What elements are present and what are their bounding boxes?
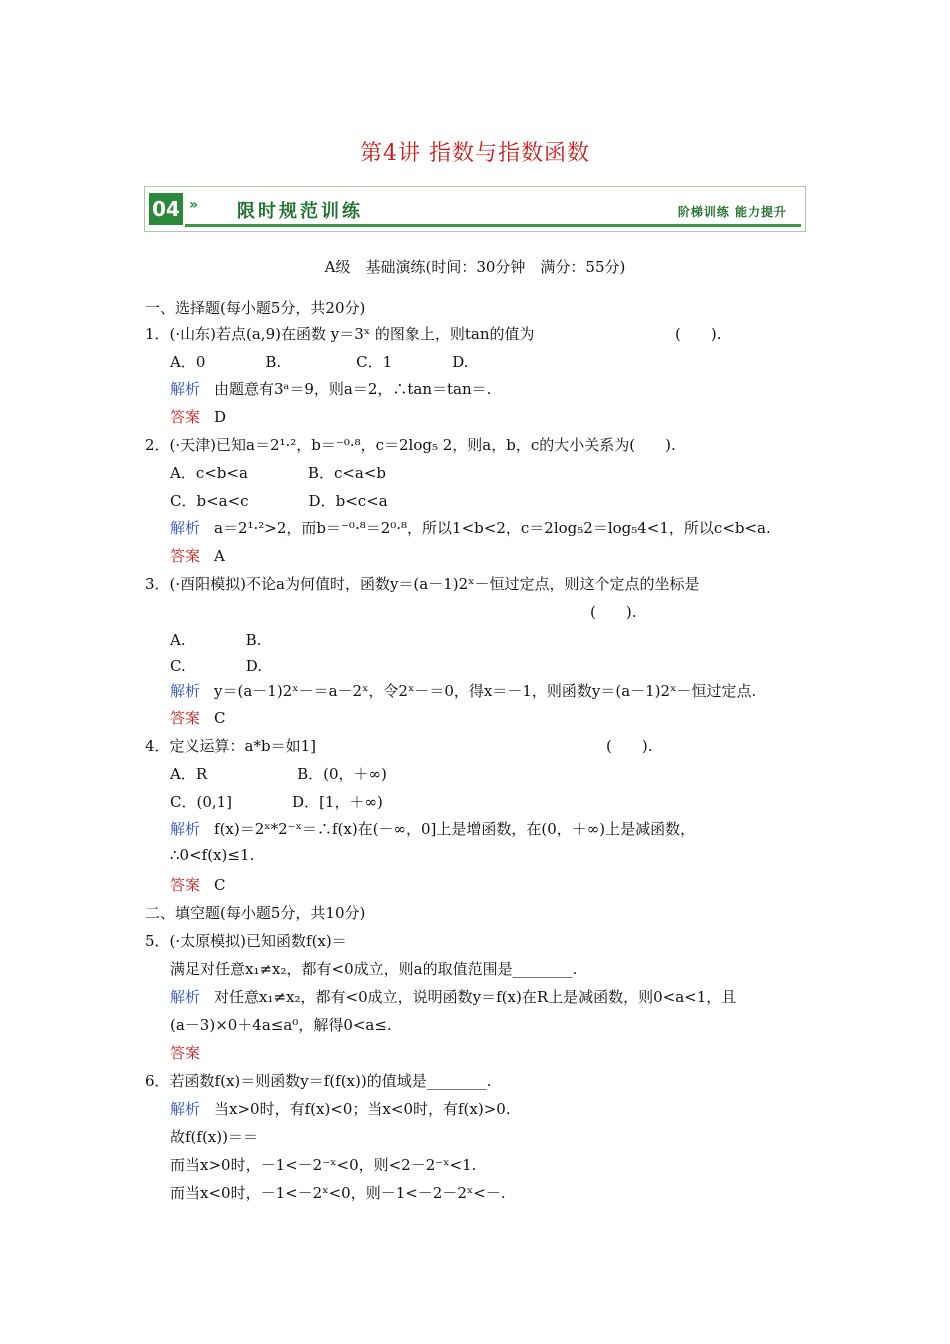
q4-solution-text: f(x)＝2ˣ*2⁻ˣ＝∴f(x)在(－∞，0]上是增函数，在(0，＋∞)上是减函数，: [214, 820, 696, 838]
banner-underline: [185, 224, 801, 227]
q2-stem: 2．(·天津)已知a＝2¹·²，b＝⁻⁰·⁸，c＝2log₅ 2，则a，b，c的大小关系为( ).: [145, 436, 676, 454]
q6-solution-line4: 而当x<0时，－1<－2ˣ<0，则－1<－2－2ˣ<－.: [170, 1184, 506, 1202]
section-choice-heading: 一、选择题(每小题5分，共20分): [145, 299, 366, 317]
banner-title: 限时规范训练: [237, 201, 363, 222]
solution-label: 解析: [170, 682, 201, 700]
answer-label: 答案: [170, 709, 201, 727]
q1-answer: [170, 406, 226, 427]
q6-solution-line2: 故f(f(x))＝＝: [170, 1128, 258, 1146]
q5-answer: [170, 1042, 214, 1063]
banner-subtitle: 阶梯训练 能力提升: [677, 205, 787, 219]
answer-label: 答案: [170, 408, 201, 426]
q4-stem: 4．定义运算：a*b＝如1]: [145, 737, 316, 755]
q2-answer-value: A: [214, 547, 225, 565]
q6-stem: 6．若函数f(x)＝则函数y＝f(f(x))的值域是________.: [145, 1072, 492, 1090]
q6-solution-line3: 而当x>0时，－1<－2⁻ˣ<0，则<2－2⁻ˣ<1.: [170, 1156, 477, 1174]
q5-solution-cont: (a－3)×0＋4a≤a⁰，解得0<a≤.: [170, 1016, 392, 1034]
q3-answer-value: C: [214, 709, 226, 727]
q4-answer-value: C: [214, 876, 226, 894]
q4-options-row2: C．(0,1] D．[1，＋∞): [170, 793, 383, 811]
q4-solution: [170, 818, 695, 839]
q4-solution-cont: ∴0<f(x)≤1.: [170, 846, 255, 864]
answer-label: 答案: [170, 547, 201, 565]
q1-options: A．0 B. C．1 D.: [170, 353, 469, 371]
q6-solution-text: 当x>0时，有f(x)<0；当x<0时，有f(x)>0.: [214, 1100, 511, 1118]
q1-stem: 1．(·山东)若点(a,9)在函数 y＝3ˣ 的图象上，则tan的值为: [145, 325, 535, 343]
q2-solution-text: a＝2¹·²>2，而b＝⁻⁰·⁸＝2⁰·⁸，所以1<b<2，c＝2log₅2＝log₅4<1，所以c<b<a.: [214, 519, 771, 537]
solution-label: 解析: [170, 988, 201, 1006]
q2-answer: [170, 545, 225, 566]
solution-label: 解析: [170, 380, 201, 398]
q3-answer: [170, 707, 226, 728]
q3-options-row2: C. D.: [170, 657, 262, 675]
q2-options-row1: A．c<b<a B．c<a<b: [170, 464, 387, 482]
q1-solution: [170, 378, 491, 399]
q4-options-row1: A．R B．(0，＋∞): [170, 765, 387, 783]
answer-label: 答案: [170, 1044, 201, 1062]
q3-solution: [170, 680, 756, 701]
q4-answer-paren: ( ).: [606, 737, 653, 755]
q3-options-row1: A. B.: [170, 631, 262, 649]
q6-solution: [170, 1098, 511, 1119]
q5-stem-cont: 满足对任意x₁≠x₂，都有<0成立，则a的取值范围是________.: [170, 960, 578, 978]
solution-label: 解析: [170, 1100, 201, 1118]
q5-stem: 5．(·太原模拟)已知函数f(x)＝: [145, 932, 347, 950]
q4-answer: [170, 874, 226, 895]
q3-stem: 3．(·酉阳模拟)不论a为何值时，函数y＝(a－1)2ˣ－恒过定点，则这个定点的坐标是: [145, 575, 700, 593]
section-banner: [144, 186, 806, 232]
page-title: 第4讲 指数与指数函数: [360, 141, 590, 166]
q3-solution-text: y＝(a－1)2ˣ－＝a－2ˣ，令2ˣ－＝0，得x＝－1，则函数y＝(a－1)2ˣ－恒过定点.: [214, 682, 757, 700]
answer-label: 答案: [170, 876, 201, 894]
banner-badge: 04: [149, 193, 183, 225]
q5-solution: [170, 986, 736, 1007]
q1-solution-text: 由题意有3ᵃ＝9，则a＝2，∴tan＝tan＝.: [214, 380, 492, 398]
solution-label: 解析: [170, 820, 201, 838]
section-fill-heading: 二、填空题(每小题5分，共10分): [145, 904, 366, 922]
q3-answer-paren: ( ).: [590, 603, 637, 621]
solution-label: 解析: [170, 519, 201, 537]
q1-answer-value: D: [214, 408, 227, 426]
double-arrow-icon: »: [189, 197, 199, 213]
q2-solution: [170, 517, 771, 538]
exam-header: A级 基础演练(时间：30分钟 满分：55分): [324, 258, 626, 276]
q1-answer-paren: ( ).: [675, 325, 722, 343]
q5-solution-text: 对任意x₁≠x₂，都有<0成立，说明函数y＝f(x)在R上是减函数，则0<a<1，且: [214, 988, 737, 1006]
q2-options-row2: C．b<a<c D．b<c<a: [170, 492, 388, 510]
